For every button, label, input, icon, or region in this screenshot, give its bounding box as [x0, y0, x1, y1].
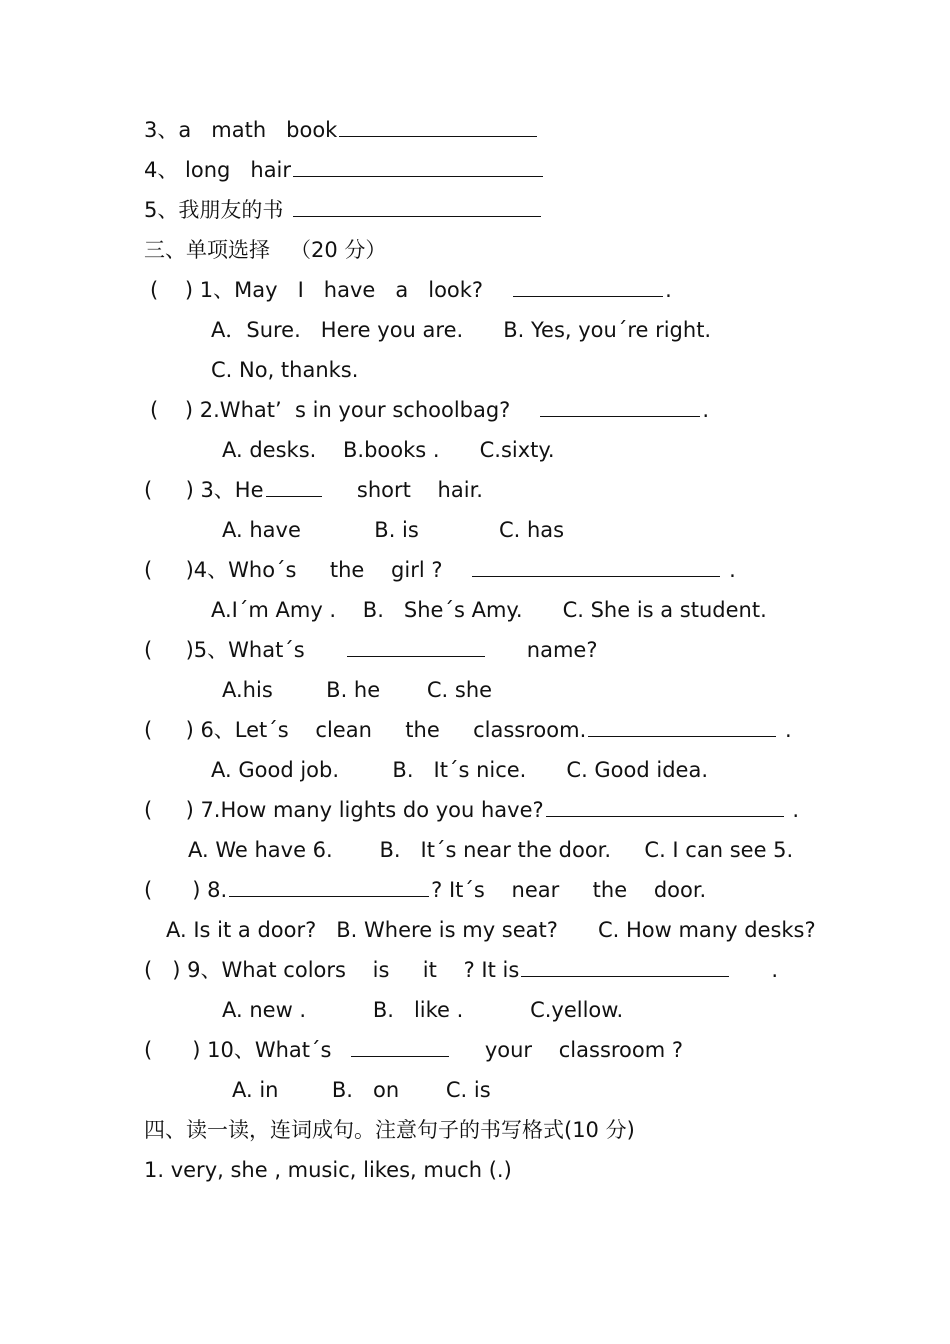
question-5-options: A.his B. he C. she: [222, 678, 493, 702]
question-6: ( ) 6、Let´s clean the classroom. .: [144, 718, 792, 742]
section-4-question-1: 1. very, she , music, likes, much (.): [144, 1158, 512, 1182]
question-6-options: A. Good job. B. It´s nice. C. Good idea.: [211, 758, 709, 782]
question-1: ( ) 1、May I have a look? .: [150, 278, 672, 302]
question-2: ( ) 2.What’ s in your schoolbag? .: [150, 398, 710, 422]
question-3: ( ) 3、He short hair.: [144, 478, 483, 502]
question-1-options-2: C. No, thanks.: [211, 358, 359, 382]
question-10-options: A. in B. on C. is: [232, 1078, 491, 1102]
vocab-item-5: 5、我朋友的书: [144, 196, 543, 224]
question-7: ( ) 7.How many lights do you have? .: [144, 798, 800, 822]
question-1-options: A．Sure. Here you are. B. Yes, you´re right.: [211, 318, 712, 342]
question-4: ( )4、Who´s the girl ? .: [144, 558, 736, 582]
question-9-options: A. new . B. like . C.yellow.: [222, 998, 624, 1022]
question-8-options: A. Is it a door? B. Where is my seat? C. How many desks?: [166, 918, 816, 942]
question-5: ( )5、What´s name?: [144, 638, 598, 662]
question-7-options: A. We have 6. B. It´s near the door. C. I can see 5.: [188, 838, 794, 862]
question-3-options: A. have B. is C. has: [222, 518, 565, 542]
question-9: ( ) 9、What colors is it ? It is .: [144, 958, 779, 982]
vocab-item-3: 3、a math book: [144, 116, 539, 144]
question-10: ( ) 10、What´s your classroom ?: [144, 1038, 684, 1062]
section-3-title: 三、单项选择 （20 分）: [144, 238, 387, 262]
question-8: ( ) 8. ? It´s near the door.: [144, 878, 707, 902]
section-4-title: 四、读一读，连词成句。注意句子的书写格式(10 分): [144, 1118, 635, 1142]
question-4-options: A.I´m Amy . B. She´s Amy. C. She is a student.: [211, 598, 767, 622]
vocab-item-4: 4、 long hair: [144, 156, 545, 184]
question-2-options: A. desks. B.books . C.sixty.: [222, 438, 555, 462]
